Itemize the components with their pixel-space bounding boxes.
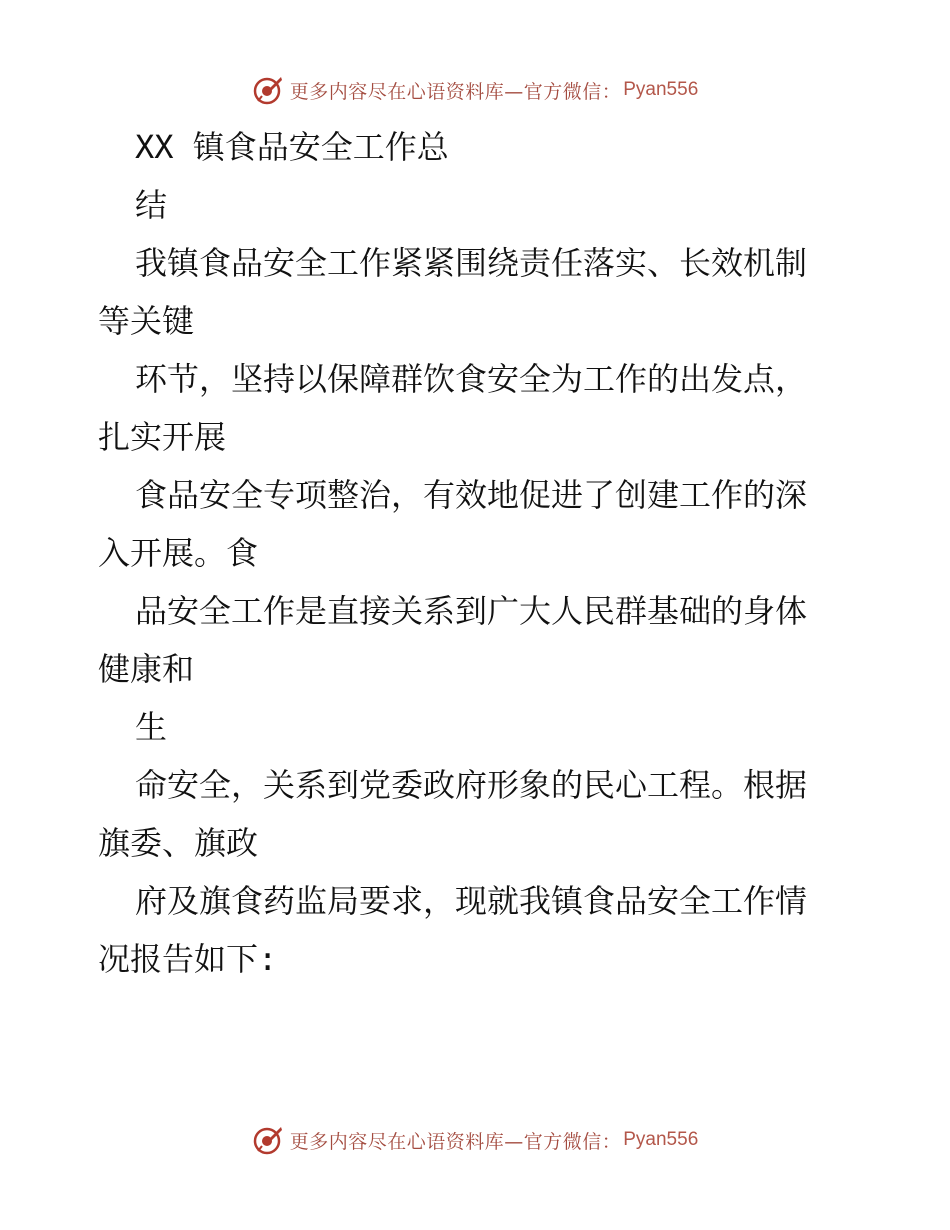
- text-line: 况报告如下:: [98, 940, 278, 978]
- text-line: 我镇食品安全工作紧紧围绕责任落实、长效机制: [135, 244, 808, 282]
- banner-text: 更多内容尽在心语资料库—官方微信：: [289, 1130, 622, 1153]
- text-line: 府及旗食药监局要求，现就我镇食品安全工作情: [135, 882, 808, 920]
- document-body: [98, 118, 858, 988]
- title-line-2: 结: [135, 186, 168, 224]
- banner-text: 更多内容尽在心语资料库—官方微信：: [289, 80, 622, 103]
- title-line-1: XX 镇食品安全工作总: [135, 128, 449, 166]
- text-line: 健康和: [98, 650, 195, 688]
- banner-wechat-id: Pyan556: [623, 1129, 699, 1150]
- quill-logo-icon: [252, 74, 284, 106]
- text-line: 命安全，关系到党委政府形象的民心工程。根据: [135, 766, 808, 804]
- text-line: 入开展。食: [98, 534, 259, 572]
- quill-logo-icon: [252, 1124, 284, 1156]
- text-line: 扎实开展: [98, 418, 227, 456]
- text-line: 环节，坚持以保障群饮食安全为工作的出发点，: [135, 360, 808, 398]
- text-line: 品安全工作是直接关系到广大人民群基础的身体: [135, 592, 808, 630]
- text-line: 生: [135, 708, 168, 746]
- header-banner: [0, 70, 950, 110]
- text-line: 等关键: [98, 302, 195, 340]
- footer-banner: [0, 1120, 950, 1160]
- banner-wechat-id: Pyan556: [623, 79, 699, 100]
- text-line: 旗委、旗政: [98, 824, 259, 862]
- text-line: 食品安全专项整治，有效地促进了创建工作的深: [135, 476, 808, 514]
